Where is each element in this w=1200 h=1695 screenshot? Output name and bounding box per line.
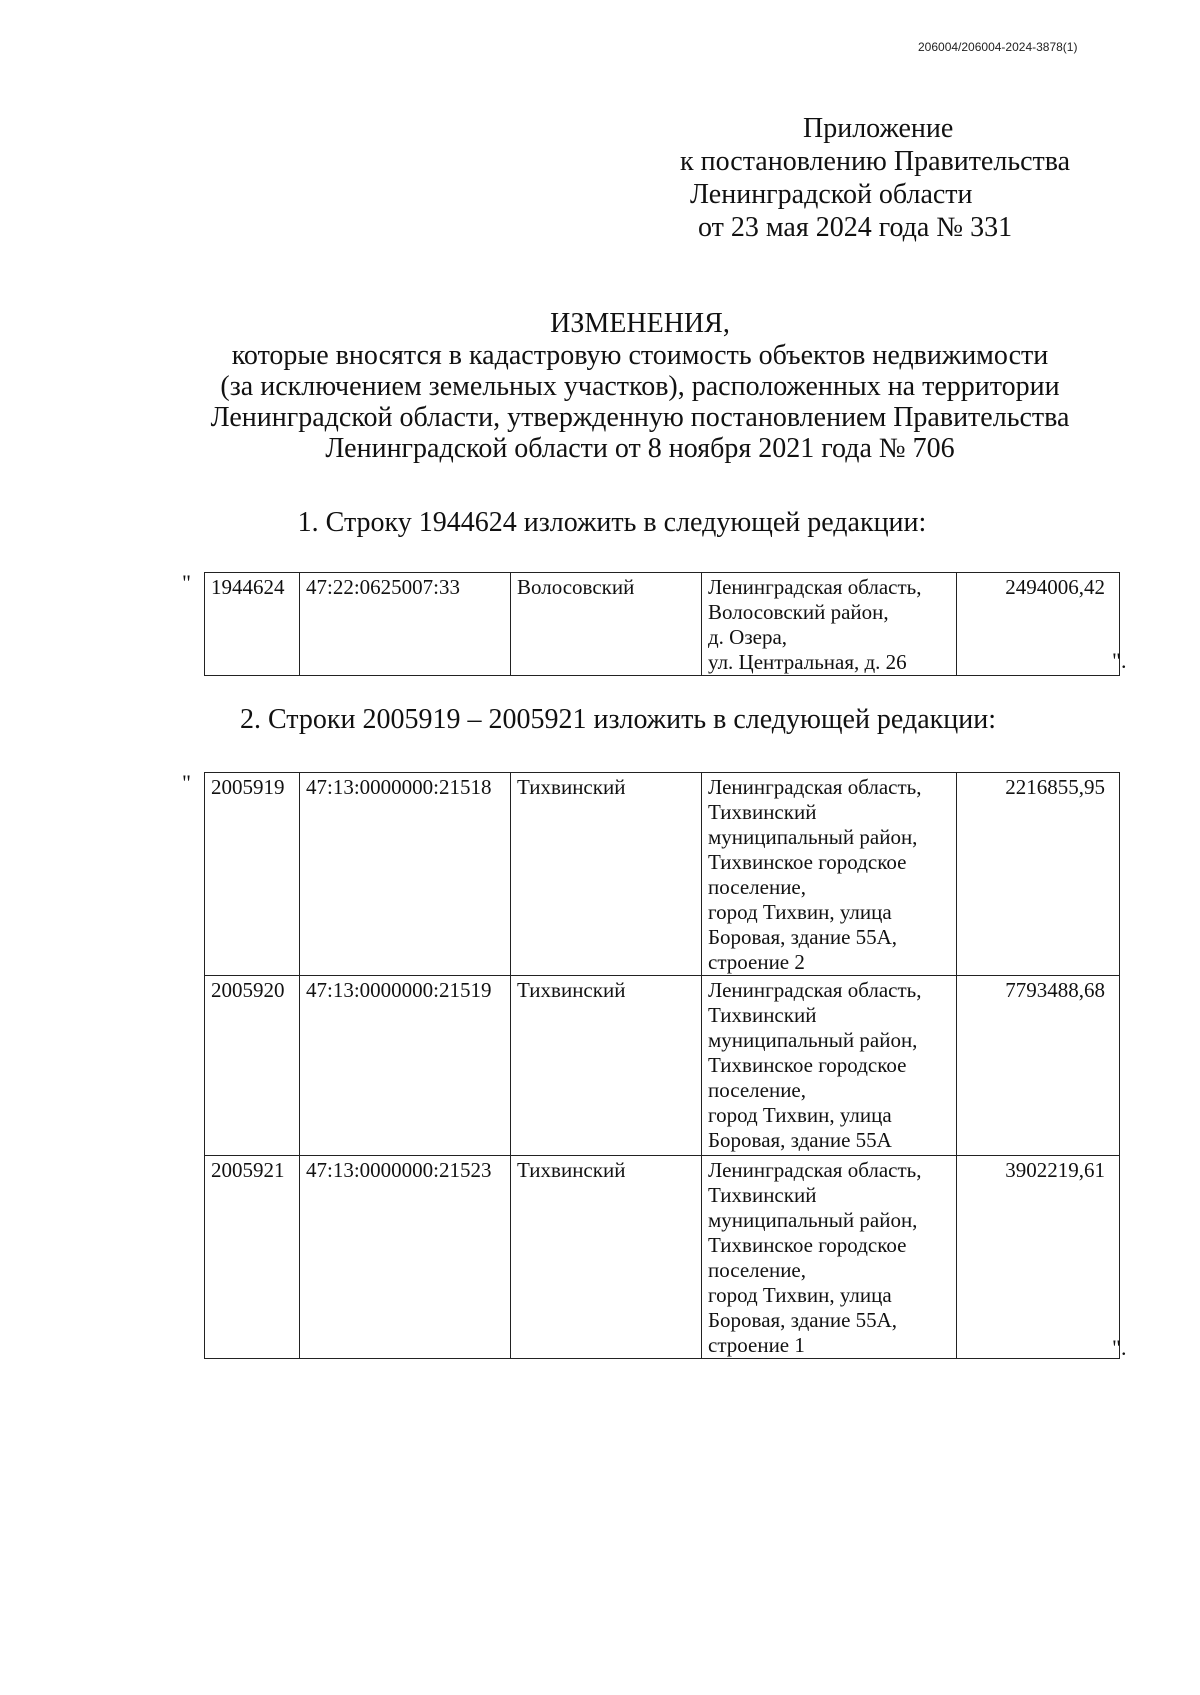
address-line: Тихвинский xyxy=(708,1003,817,1027)
cadastral-number-cell: 47:13:0000000:21519 xyxy=(300,976,511,1156)
district-cell: Тихвинский xyxy=(511,976,702,1156)
table-row xyxy=(205,573,1120,676)
heading-line-3: Ленинградской области, утвержденную постановлением Правительства xyxy=(210,402,1070,433)
address-line: город Тихвин, улица xyxy=(708,1103,892,1127)
section-1-title: 1. Строку 1944624 изложить в следующей редакции: xyxy=(297,507,927,538)
cadastral-value-cell: 3902219,61 xyxy=(957,1156,1120,1359)
cadastral-number-cell: 47:13:0000000:21518 xyxy=(300,773,511,976)
address-line: строение 2 xyxy=(708,950,805,974)
address-line: Боровая, здание 55А xyxy=(708,1128,892,1152)
table-row xyxy=(205,1156,1120,1359)
section-2-table-body xyxy=(205,773,1120,1359)
address-line: Боровая, здание 55А, xyxy=(708,925,898,949)
address-line: д. Озера, xyxy=(708,625,788,649)
section-1-table xyxy=(204,572,1120,676)
cadastral-value-cell: 7793488,68 xyxy=(957,976,1120,1156)
appendix-line-3: Ленинградской области xyxy=(690,179,973,210)
section-2-table xyxy=(204,772,1120,1359)
section-1-open-quote: " xyxy=(182,570,191,595)
address-cell xyxy=(702,976,957,1156)
address-line: Ленинградская область, xyxy=(708,775,922,799)
address-line: ул. Центральная, д. 26 xyxy=(708,650,907,674)
address-cell xyxy=(702,773,957,976)
appendix-line-4: от 23 мая 2024 года № 331 xyxy=(698,212,1013,243)
address-line: Ленинградская область, xyxy=(708,1158,922,1182)
heading-line-2: (за исключением земельных участков), расположенных на территории xyxy=(220,371,1060,402)
appendix-line-1: Приложение xyxy=(803,113,954,144)
address-line: Тихвинское городское xyxy=(708,850,907,874)
heading-title: ИЗМЕНЕНИЯ, xyxy=(550,308,730,339)
address-line: муниципальный район, xyxy=(708,1028,918,1052)
address-line: муниципальный район, xyxy=(708,825,918,849)
address-line: Тихвинский xyxy=(708,800,817,824)
row-number-cell: 2005921 xyxy=(205,1156,300,1359)
address-line: Волосовский район, xyxy=(708,600,889,624)
cadastral-value-cell: 2216855,95 xyxy=(957,773,1120,976)
row-number-cell: 2005919 xyxy=(205,773,300,976)
section-2-open-quote: " xyxy=(182,770,191,795)
address-line: Тихвинский xyxy=(708,1183,817,1207)
heading-line-1: которые вносятся в кадастровую стоимость объектов недвижимости xyxy=(231,340,1049,371)
section-1-close-quote: ". xyxy=(1112,648,1127,673)
document-id: 206004/206004-2024-3878(1) xyxy=(918,40,1078,54)
address-line: Тихвинское городское xyxy=(708,1053,907,1077)
district-cell: Волосовский xyxy=(511,573,702,676)
row-number-cell: 2005920 xyxy=(205,976,300,1156)
cadastral-value-cell: 2494006,42 xyxy=(957,573,1120,676)
address-line: город Тихвин, улица xyxy=(708,1283,892,1307)
district-cell: Тихвинский xyxy=(511,1156,702,1359)
heading-line-4: Ленинградской области от 8 ноября 2021 года № 706 xyxy=(325,433,955,464)
section-2-close-quote: ". xyxy=(1112,1335,1127,1360)
row-number-cell: 1944624 xyxy=(205,573,300,676)
address-line: Ленинградская область, xyxy=(708,978,922,1002)
address-line: поселение, xyxy=(708,1258,807,1282)
cadastral-number-cell: 47:22:0625007:33 xyxy=(300,573,511,676)
table-row xyxy=(205,976,1120,1156)
address-line: Тихвинское городское xyxy=(708,1233,907,1257)
appendix-line-2: к постановлению Правительства xyxy=(680,146,1071,177)
address-line: город Тихвин, улица xyxy=(708,900,892,924)
address-line: муниципальный район, xyxy=(708,1208,918,1232)
address-line: поселение, xyxy=(708,875,807,899)
district-cell: Тихвинский xyxy=(511,773,702,976)
address-line: поселение, xyxy=(708,1078,807,1102)
section-2-title: 2. Строки 2005919 – 2005921 изложить в следующей редакции: xyxy=(239,704,996,735)
address-line: строение 1 xyxy=(708,1333,805,1357)
appendix-block xyxy=(680,112,1120,244)
address-cell xyxy=(702,1156,957,1359)
document-heading xyxy=(190,308,1090,464)
address-line: Ленинградская область, xyxy=(708,575,922,599)
section-1-table-body xyxy=(205,573,1120,676)
table-row xyxy=(205,773,1120,976)
address-line: Боровая, здание 55А, xyxy=(708,1308,898,1332)
address-cell xyxy=(702,573,957,676)
cadastral-number-cell: 47:13:0000000:21523 xyxy=(300,1156,511,1359)
